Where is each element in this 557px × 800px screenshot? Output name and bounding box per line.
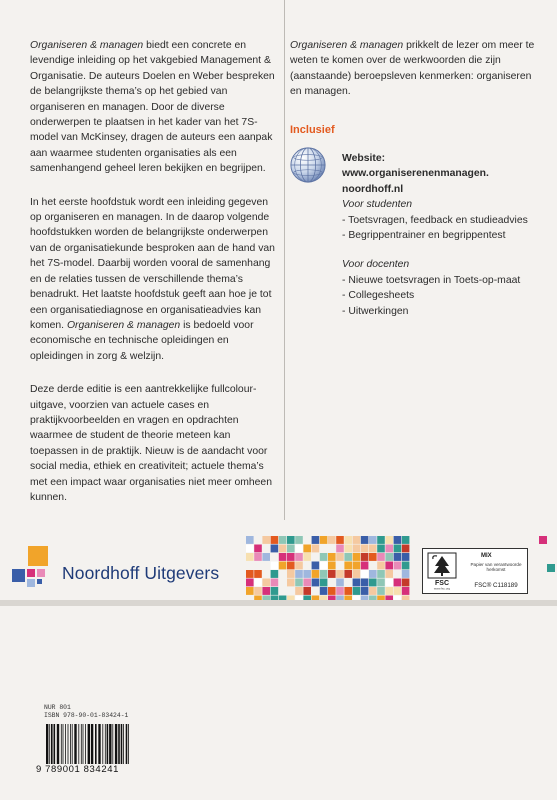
fsc-description: Papier van verantwoorde herkomst <box>470 562 522 573</box>
mosaic-tile <box>303 587 311 595</box>
book-title: Organiseren & managen <box>30 40 144 51</box>
color-mosaic <box>246 536 410 604</box>
mosaic-tile <box>385 536 393 544</box>
website-url-line1[interactable]: www.organiserenenmanagen. <box>342 168 489 180</box>
nur-code: NUR 801 <box>44 704 71 711</box>
fsc-code: FSC® C118189 <box>474 582 518 589</box>
barcode-bar <box>46 724 48 764</box>
barcode-bar <box>109 724 111 764</box>
barcode-bar <box>121 724 123 764</box>
mosaic-tile <box>303 579 311 587</box>
mosaic-tile <box>402 587 410 595</box>
barcode-bar <box>57 724 59 764</box>
mosaic-tile <box>246 579 254 587</box>
mosaic-tile <box>262 587 270 595</box>
barcode-bar <box>70 724 71 764</box>
barcode-bar <box>83 724 84 764</box>
mosaic-tile <box>254 579 262 587</box>
barcode-bar <box>115 724 117 764</box>
mosaic-tile <box>287 579 295 587</box>
mosaic-tile <box>394 587 402 595</box>
mosaic-tile <box>271 579 279 587</box>
mosaic-tile <box>336 536 344 544</box>
mosaic-tile <box>377 570 385 578</box>
mosaic-tile <box>369 553 377 561</box>
list-item: - Toetsvragen, feedback en studieadvies <box>342 214 528 226</box>
mosaic-tile <box>320 562 328 570</box>
mosaic-tile <box>353 545 361 553</box>
barcode-bar <box>126 724 128 764</box>
mosaic-tile <box>312 579 320 587</box>
mosaic-tile <box>369 579 377 587</box>
mosaic-tile <box>262 536 270 544</box>
barcode-bar <box>85 724 86 764</box>
mosaic-tile <box>279 562 287 570</box>
mosaic-tile <box>336 553 344 561</box>
fsc-logo-text: FSC <box>435 580 449 587</box>
barcode-bar <box>95 724 97 764</box>
barcode-bar <box>98 724 100 764</box>
mosaic-tile <box>303 545 311 553</box>
mosaic-tile <box>385 545 393 553</box>
intro-paragraph <box>30 38 275 177</box>
barcode-bar <box>54 724 56 764</box>
mosaic-tile <box>385 553 393 561</box>
mosaic-tile <box>312 545 320 553</box>
mosaic-tile <box>287 553 295 561</box>
mosaic-tile <box>279 545 287 553</box>
mosaic-tile <box>394 579 402 587</box>
mosaic-tile <box>320 536 328 544</box>
paragraph-text: biedt een concrete en levendige inleiding op het vakgebied Management & Organisatie. De auteurs Doelen en Weber bespreken de belangrijkste thema’s op het gebied van organiseren en managen. Door de diverse onderwerpen te plaatsen in het kader van het 7S-model van McKinsey, dragen de auteurs een aanpak aan waarmee studenten organisaties als een samenhangend geheel leren bekijken en begrijpen. <box>30 40 275 175</box>
cover-band <box>0 600 557 606</box>
mosaic-tile <box>344 587 352 595</box>
fsc-label <box>422 548 528 594</box>
mosaic-tile <box>303 570 311 578</box>
mosaic-tile <box>271 570 279 578</box>
mosaic-tile <box>336 579 344 587</box>
mosaic-tile <box>271 587 279 595</box>
list-item: - Begrippentrainer en begrippentest <box>342 230 506 242</box>
mosaic-tile <box>246 570 254 578</box>
barcode-bar <box>81 724 82 764</box>
structure-paragraph <box>30 195 275 364</box>
website-block <box>342 151 542 319</box>
mosaic-tile <box>385 562 393 570</box>
mosaic-tile <box>361 587 369 595</box>
mosaic-tile <box>312 570 320 578</box>
mosaic-tile <box>295 562 303 570</box>
mosaic-tile <box>353 536 361 544</box>
mosaic-tile <box>246 536 254 544</box>
barcode-digits: 9 789001 834241 <box>36 764 119 775</box>
mosaic-tile <box>394 562 402 570</box>
mosaic-tile <box>295 536 303 544</box>
book-title: Organiseren & managen <box>290 40 404 51</box>
barcode-bar <box>118 724 120 764</box>
mosaic-tile <box>402 562 410 570</box>
book-title: Organiseren & managen <box>66 319 181 331</box>
right-intro-text: prikkelt de lezer om meer te weten te komen over de werkwoorden die zijn (aanstaande) beroepsleven kenmerken: organiseren en managen. <box>290 40 535 98</box>
mosaic-tile <box>353 587 361 595</box>
mosaic-tile <box>361 579 369 587</box>
website-label: Website: <box>342 153 386 164</box>
barcode-bar <box>74 724 76 764</box>
paragraph-text: is bedoeld voor economische en technische opleidingen en opleidingen in zorg & welzijn. <box>30 319 254 362</box>
mosaic-tile <box>246 587 254 595</box>
mosaic-tile <box>287 545 295 553</box>
mosaic-tile <box>303 553 311 561</box>
mosaic-tile <box>279 536 287 544</box>
mosaic-tile <box>394 536 402 544</box>
mosaic-tile <box>271 536 279 544</box>
barcode-bar <box>107 724 109 764</box>
students-list <box>342 213 542 244</box>
mosaic-tile <box>361 570 369 578</box>
teachers-heading: Voor docenten <box>342 259 410 271</box>
barcode-bar <box>88 724 90 764</box>
mosaic-tile <box>344 545 352 553</box>
mosaic-tile <box>254 553 262 561</box>
barcode-bar <box>123 724 124 764</box>
mosaic-tile <box>361 562 369 570</box>
mosaic-tile <box>402 579 410 587</box>
mosaic-tile <box>254 587 262 595</box>
mosaic-tile <box>262 579 270 587</box>
mosaic-tile <box>402 570 410 578</box>
mosaic-tile <box>312 536 320 544</box>
mosaic-tile <box>377 553 385 561</box>
mosaic-tile <box>377 587 385 595</box>
mosaic-tile <box>361 545 369 553</box>
barcode-bar <box>61 724 62 764</box>
column-divider <box>284 0 285 520</box>
list-item: - Uitwerkingen <box>342 305 409 317</box>
mosaic-tile <box>320 587 328 595</box>
mosaic-tile <box>271 545 279 553</box>
mosaic-tile <box>344 562 352 570</box>
decor-square <box>547 564 555 572</box>
mosaic-tile <box>271 562 279 570</box>
mosaic-tile <box>344 553 352 561</box>
mosaic-tile <box>287 570 295 578</box>
mosaic-tile <box>254 545 262 553</box>
mosaic-tile <box>287 562 295 570</box>
mosaic-tile <box>344 570 352 578</box>
mosaic-tile <box>336 587 344 595</box>
globe-icon <box>289 146 327 184</box>
mosaic-tile <box>254 570 262 578</box>
right-intro-paragraph <box>290 38 540 100</box>
mosaic-tile <box>385 587 393 595</box>
publisher-logo-icon <box>12 546 60 590</box>
barcode-icon <box>44 724 132 764</box>
mosaic-tile <box>377 545 385 553</box>
nur-isbn <box>44 704 128 720</box>
barcode-bar <box>78 724 79 764</box>
barcode-bar <box>102 724 103 764</box>
mosaic-tile <box>353 570 361 578</box>
mosaic-tile <box>320 579 328 587</box>
list-item: - Collegesheets <box>342 290 415 302</box>
mosaic-tile <box>262 553 270 561</box>
barcode-bar <box>49 724 50 764</box>
barcode-bar <box>91 724 93 764</box>
mosaic-tile <box>246 553 254 561</box>
mosaic-tile <box>353 579 361 587</box>
mosaic-tile <box>377 562 385 570</box>
decor-square <box>539 536 547 544</box>
mosaic-tile <box>369 545 377 553</box>
mosaic-tile <box>402 553 410 561</box>
mosaic-tile <box>328 587 336 595</box>
teachers-list <box>342 273 542 319</box>
barcode-bar <box>72 724 73 764</box>
mosaic-tile <box>361 536 369 544</box>
mosaic-tile <box>295 545 303 553</box>
mosaic-tile <box>287 536 295 544</box>
mosaic-tile <box>369 536 377 544</box>
mosaic-tile <box>336 545 344 553</box>
mosaic-tile <box>369 570 377 578</box>
students-heading: Voor studenten <box>342 199 413 211</box>
mosaic-tile <box>312 562 320 570</box>
mosaic-tile <box>361 553 369 561</box>
mosaic-tile <box>320 570 328 578</box>
mosaic-tile <box>377 579 385 587</box>
mosaic-tile <box>295 570 303 578</box>
mosaic-tile <box>279 553 287 561</box>
barcode-bar <box>112 724 113 764</box>
mosaic-tile <box>328 553 336 561</box>
mosaic-tile <box>377 536 385 544</box>
barcode-bar <box>68 724 69 764</box>
mosaic-tile <box>344 536 352 544</box>
right-column <box>290 38 540 100</box>
mosaic-tile <box>328 570 336 578</box>
paragraph-text: In het eerste hoofdstuk wordt een inleiding gegeven op organiseren en managen. In de daarop volgende hoofdstukken worden de belangrijkste onderwerpen van de organisatiekunde besproken aan de hand van het 7S-model. Daarbij worden vooral de samenhang en de relaties tussen de verschillende thema’s benadrukt. Het laatste hoofdstuk geeft aan hoe je tot een organisatiediagnose en organisatieadvies kan komen. <box>30 196 275 331</box>
mosaic-tile <box>353 553 361 561</box>
fsc-logo-url: www.fsc.org <box>433 586 451 590</box>
mosaic-tile <box>295 553 303 561</box>
barcode-bar <box>63 724 64 764</box>
inclusief-heading: Inclusief <box>290 124 335 136</box>
mosaic-tile <box>328 562 336 570</box>
barcode-bar <box>105 724 106 764</box>
fsc-tree-icon <box>427 552 457 590</box>
publisher-name: Noordhoff Uitgevers <box>62 563 220 583</box>
mosaic-tile <box>385 579 393 587</box>
mosaic-tile <box>369 587 377 595</box>
paragraph-text: Deze derde editie is een aantrekkelijke fullcolour-uitgave, voorzien van actuele cases en praktijkvoorbeelden en vragen en opdrachten waarmee de student de theorie meteen kan toepassen in de praktijk. Nieuw is de aandacht voor social media, ethiek en creativiteit; actuele thema’s met een impact waar organisaties niet meer omheen kunnen. <box>30 384 272 503</box>
isbn-code: ISBN 978-90-01-83424-1 <box>44 712 129 719</box>
barcode-bar <box>51 724 53 764</box>
mosaic-tile <box>320 553 328 561</box>
mosaic-tile <box>402 545 410 553</box>
mosaic-tile <box>394 553 402 561</box>
mosaic-tile <box>402 536 410 544</box>
left-column <box>30 38 275 523</box>
website-url-line2[interactable]: noordhoff.nl <box>342 183 404 195</box>
barcode-bar <box>65 724 66 764</box>
fsc-mix: MIX <box>481 553 492 559</box>
mosaic-tile <box>394 545 402 553</box>
mosaic-tile <box>328 536 336 544</box>
mosaic-tile <box>246 545 254 553</box>
mosaic-tile <box>295 587 303 595</box>
mosaic-tile <box>295 579 303 587</box>
mosaic-tile <box>385 570 393 578</box>
edition-paragraph <box>30 382 275 505</box>
mosaic-tile <box>336 570 344 578</box>
mosaic-tile <box>353 562 361 570</box>
barcode-bar <box>128 724 129 764</box>
list-item: - Nieuwe toetsvragen in Toets-op-maat <box>342 274 521 286</box>
